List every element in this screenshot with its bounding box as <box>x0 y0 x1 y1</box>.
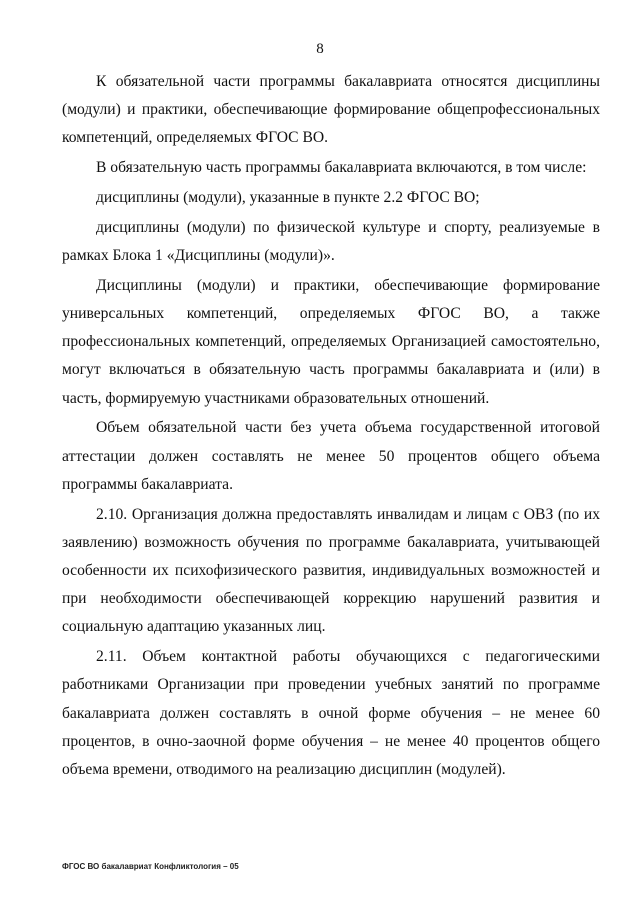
paragraph-universal-competencies: Дисциплины (модули) и практики, обеспечивающие формирование универсальных компетенций, определяемых ФГОС ВО, а также профессиональных компетенций, определяемых Организацией самостоятельно, могут включаться в обязательную часть программы бакалавриата и (или) в часть, формируемую участниками образовательных отношений. <box>62 276 600 407</box>
paragraph-mandatory-part: К обязательной части программы бакалавриата относятся дисциплины (модули) и практики, обеспечивающие формирование общепрофессиональных компетенций, определяемых ФГОС ВО. <box>62 73 600 147</box>
paragraph-physical-culture: дисциплины (модули) по физической культуре и спорту, реализуемые в рамках Блока 1 «Дисциплины (модули)». <box>62 218 600 264</box>
page-footer: ФГОС ВО бакалавриат Конфликтология – 05 <box>62 862 239 871</box>
paragraph-2-11: 2.11. Объем контактной работы обучающихся с педагогическими работниками Организации при проведении учебных занятий по программе бакалавриата должен составлять в очной форме обучения – не менее 60 процентов, в очно-заочной форме обучения – не менее 40 процентов общего объема времени, отводимого на реализацию дисциплин (модулей). <box>62 648 600 779</box>
paragraph-disciplines-2-2: дисциплины (модули), указанные в пункте 2.2 ФГОС ВО; <box>96 189 480 206</box>
paragraph-volume-mandatory: Объем обязательной части без учета объема государственной итоговой аттестации должен составлять не менее 50 процентов общего объема программы бакалавриата. <box>62 419 600 493</box>
document-body <box>62 68 600 786</box>
paragraph-included-items: В обязательную часть программы бакалавриата включаются, в том числе: <box>96 159 587 177</box>
paragraph-2-10: 2.10. Организация должна предоставлять инвалидам и лицам с ОВЗ (по их заявлению) возможность обучения по программе бакалавриата, учитывающей особенности их психофизического развития, индивидуальных возможностей и при необходимости обеспечивающей коррекцию нарушений развития и социальную адаптацию указанных лиц. <box>62 505 600 636</box>
page-number: 8 <box>316 41 324 57</box>
